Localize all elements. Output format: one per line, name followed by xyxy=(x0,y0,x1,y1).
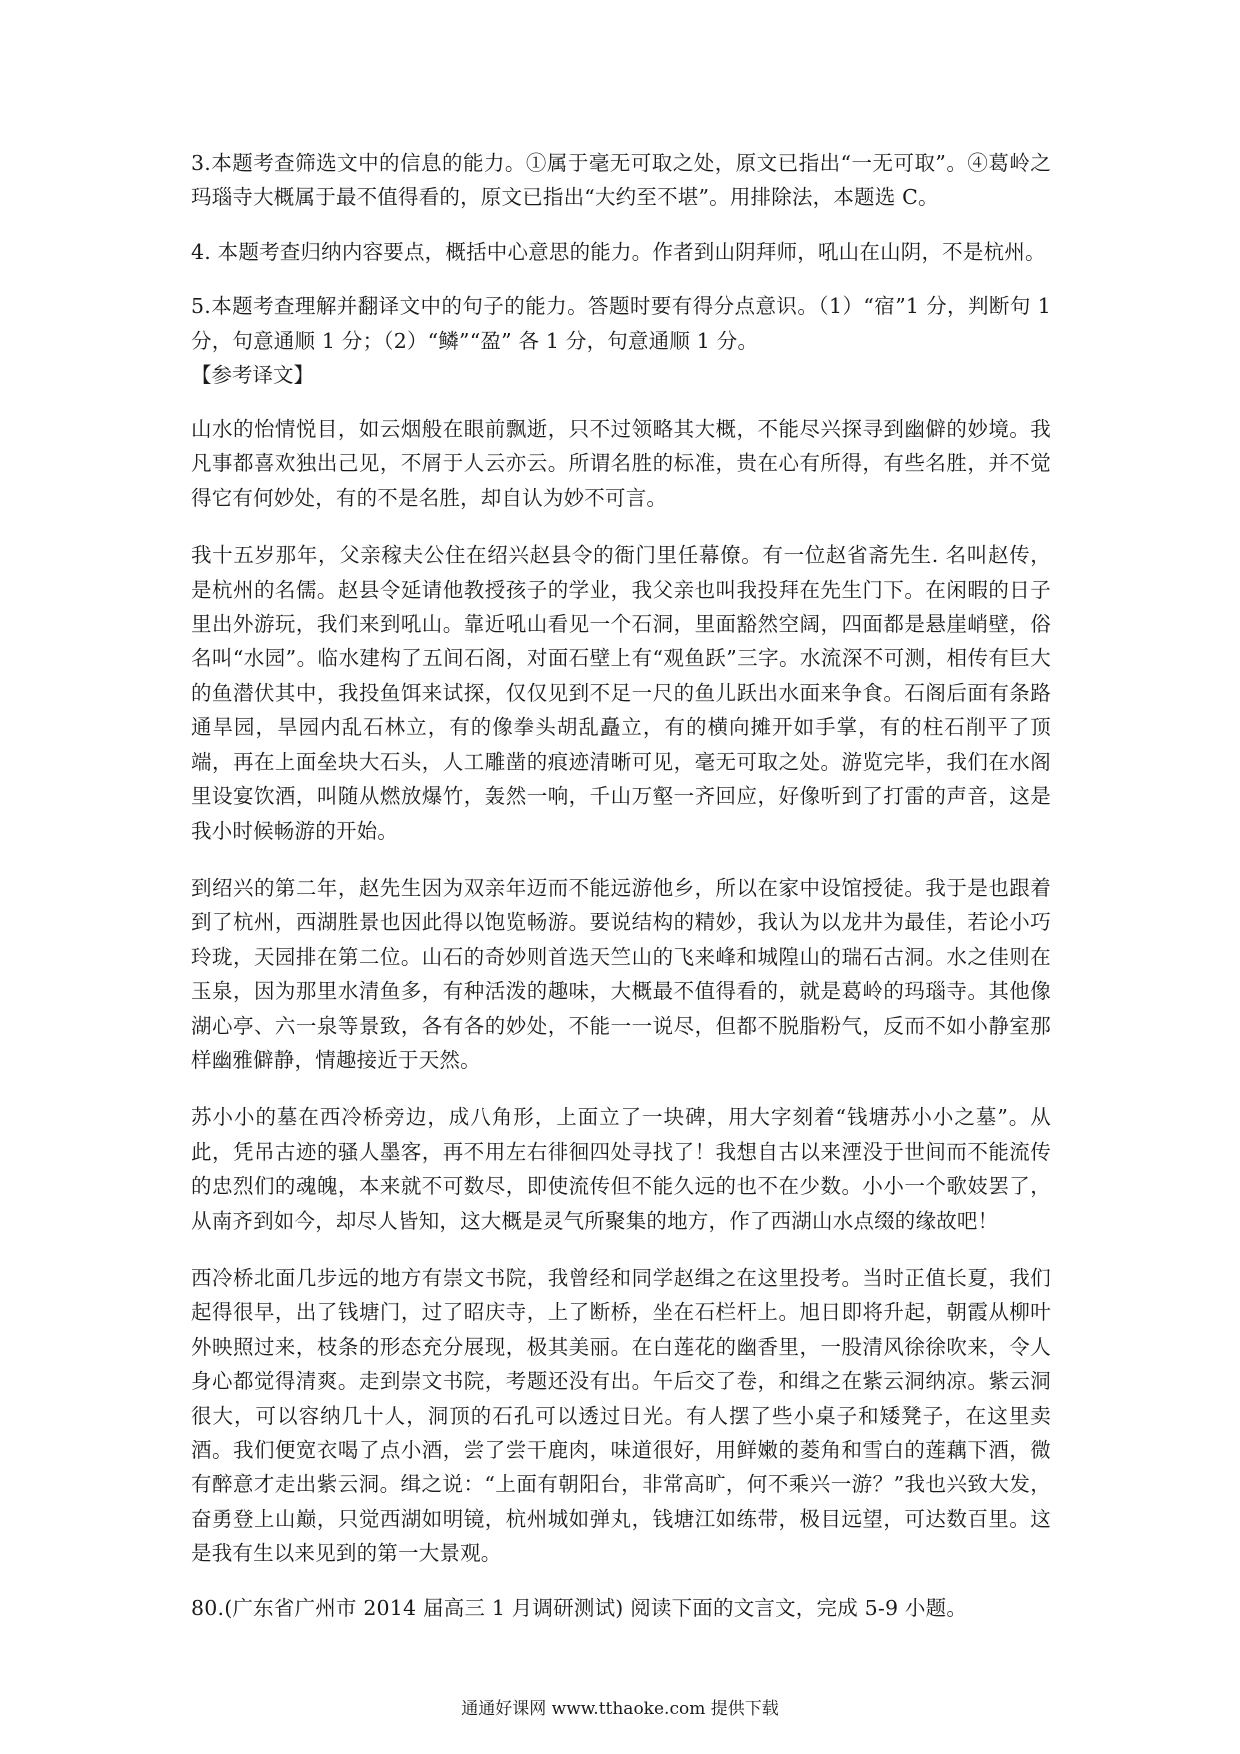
answer-3: 3.本题考查筛选文中的信息的能力。①属于毫无可取之处，原文已指出“一无可取”。④葛岭之玛瑙寺大概属于最不值得看的，原文已指出“大约至不堪”。用排除法，本题选 C。 xyxy=(191,151,1051,210)
answer-4: 4. 本题考查归纳内容要点，概括中心意思的能力。作者到山阴拜师，吼山在山阴，不是杭州。 xyxy=(191,239,1046,264)
translation-heading: 【参考译文】 xyxy=(191,363,314,388)
translation-paragraph-4: 苏小小的墓在西冷桥旁边，成八角形，上面立了一块碑，用大字刻着“钱塘苏小小之墓”。从此，凭吊古迹的骚人墨客，再不用左右徘徊四处寻找了！我想自古以来湮没于世间而不能流传的忠烈们的魂魄，本来就不可数尽，即使流传但不能久远的也不在少数。小小一个歌妓罢了，从南齐到如今，却尽人皆知，这大概是灵气所聚集的地方，作了西湖山水点缀的缘故吧！ xyxy=(191,1105,1051,1233)
document-body xyxy=(191,146,1051,1625)
next-question-heading: 80.(广东省广州市 2014 届高三 1 月调研测试) 阅读下面的文言文，完成 5-9 小题。 xyxy=(191,1595,968,1620)
translation-paragraph-2: 我十五岁那年，父亲稼夫公住在绍兴赵县令的衙门里任幕僚。有一位赵省斋先生. 名叫赵传，是杭州的名儒。赵县令延请他教授孩子的学业，我父亲也叫我投拜在先生门下。在闲暇的日子里出外游玩，我们来到吼山。靠近吼山看见一个石洞，里面豁然空阔，四面都是悬崖峭壁，俗名叫“水园”。临水建构了五间石阁，对面石壁上有“观鱼跃”三字。水流深不可测，相传有巨大的鱼潜伏其中，我投鱼饵来试探，仅仅见到不足一尺的鱼儿跃出水面来争食。石阁后面有条路通旱园，旱园内乱石林立，有的像拳头胡乱矗立，有的横向摊开如手掌，有的柱石削平了顶端，再在上面垒块大石头，人工雕凿的痕迹清晰可见，毫无可取之处。游览完毕，我们在水阁里设宴饮酒，叫随从燃放爆竹，轰然一响，千山万壑一齐回应，好像听到了打雷的声音，这是我小时候畅游的开始。 xyxy=(191,543,1051,843)
translation-paragraph-3: 到绍兴的第二年，赵先生因为双亲年迈而不能远游他乡，所以在家中设馆授徒。我于是也跟着到了杭州，西湖胜景也因此得以饱览畅游。要说结构的精妙，我认为以龙井为最佳，若论小巧玲珑，天园排在第二位。山石的奇妙则首选天竺山的飞来峰和城隍山的瑞石古洞。水之佳则在玉泉，因为那里水清鱼多，有种活泼的趣味，大概最不值得看的，就是葛岭的玛瑙寺。其他像湖心亭、六一泉等景致，各有各的妙处，不能一一说尽，但都不脱脂粉气，反而不如小静室那样幽雅僻静，情趣接近于天然。 xyxy=(191,875,1051,1072)
translation-paragraph-1: 山水的怡情悦目，如云烟般在眼前飘逝，只不过领略其大概，不能尽兴探寻到幽僻的妙境。我凡事都喜欢独出己见，不屑于人云亦云。所谓名胜的标准，贵在心有所得，有些名胜，并不觉得它有何妙处，有的不是名胜，却自认为妙不可言。 xyxy=(191,417,1051,510)
answer-5: 5.本题考查理解并翻译文中的句子的能力。答题时要有得分点意识。（1）“宿”1 分，判断句 1 分，句意通顺 1 分；（2）“鳞”“盈” 各 1 分，句意通顺 1 分。 xyxy=(191,294,1051,353)
translation-paragraph-5: 西冷桥北面几步远的地方有崇文书院，我曾经和同学赵缉之在这里投考。当时正值长夏，我们起得很早，出了钱塘门，过了昭庆寺，上了断桥，坐在石栏杆上。旭日即将升起，朝霞从柳叶外映照过来，枝条的形态充分展现，极其美丽。在白莲花的幽香里，一股清风徐徐吹来，令人身心都觉得清爽。走到崇文书院，考题还没有出。午后交了卷，和缉之在紫云洞纳凉。紫云洞很大，可以容纳几十人，洞顶的石孔可以透过日光。有人摆了些小桌子和矮凳子，在这里卖酒。我们便宽衣喝了点小酒，尝了尝干鹿肉，味道很好，用鲜嫩的菱角和雪白的莲藕下酒，微有醉意才走出紫云洞。缉之说：“上面有朝阳台，非常高旷，何不乘兴一游？”我也兴致大发，奋勇登上山巅，只觉西湖如明镜，杭州城如弹丸，钱塘江如练带，极目远望，可达数百里。这是我有生以来见到的第一大景观。 xyxy=(191,1265,1051,1566)
page-footer: 通通好课网 www.tthaoke.com 提供下载 xyxy=(461,1699,779,1719)
